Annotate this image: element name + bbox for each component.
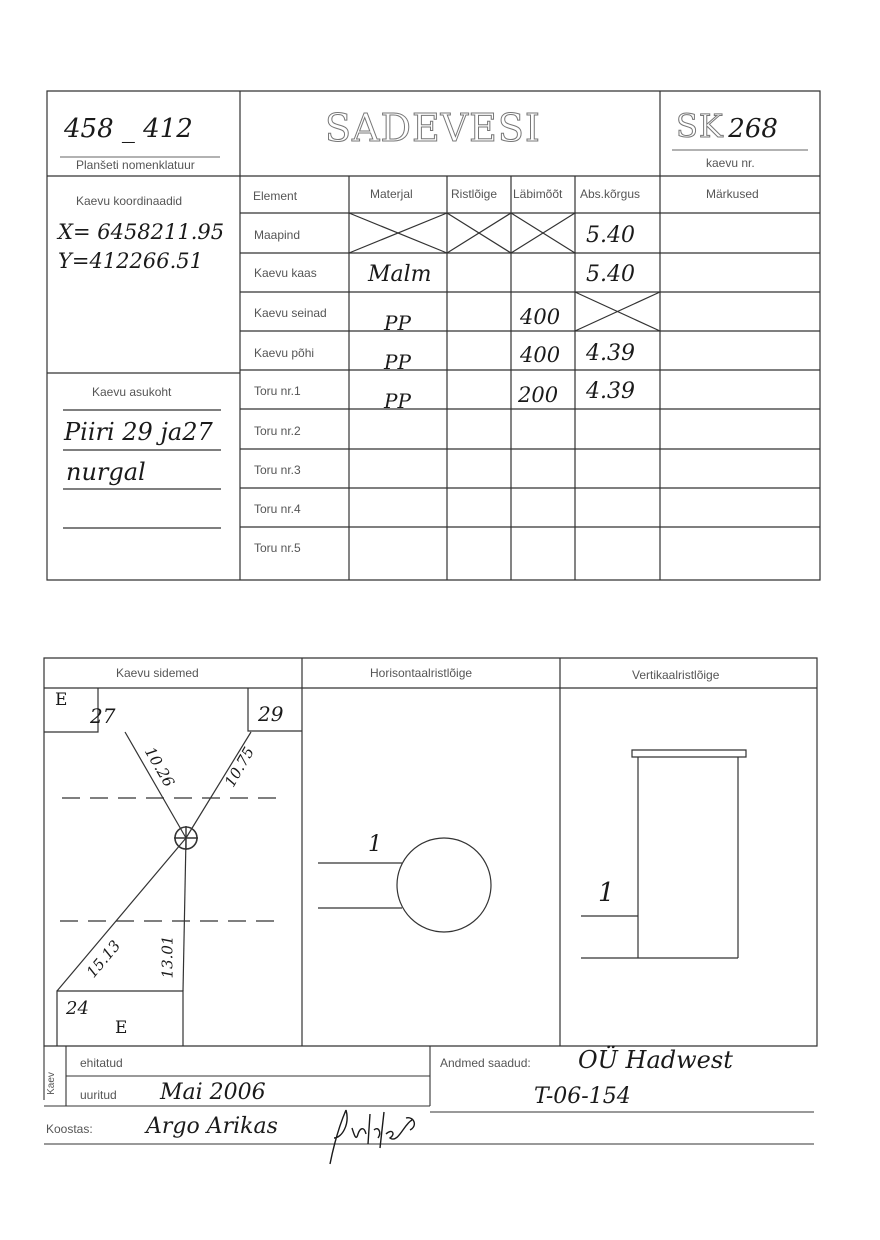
upper-form-grid <box>0 0 880 600</box>
col-header-section: Ristlõige <box>451 187 498 201</box>
cell-material: PP <box>384 389 411 413</box>
cell-material: Malm <box>368 262 432 287</box>
cell-height: 5.40 <box>586 262 635 287</box>
location-label: Kaevu asukoht <box>92 385 172 399</box>
corner-letter: E <box>115 1018 128 1038</box>
location-line-2: nurgal <box>66 458 146 486</box>
compiled-value: Argo Arikas <box>146 1114 278 1139</box>
page-title: SADEVESI <box>325 106 541 150</box>
well-side-label: Kaev <box>45 1072 57 1095</box>
well-prefix: SK <box>676 107 724 145</box>
cell-diameter: 200 <box>518 383 559 407</box>
well-number <box>676 107 778 145</box>
row-element: Toru nr.2 <box>254 424 301 438</box>
cell-material: PP <box>384 350 411 374</box>
row-element: Toru nr.3 <box>254 463 301 477</box>
distance-label: 10.75 <box>220 743 259 791</box>
compiled-label: Koostas: <box>46 1122 93 1136</box>
col-header-material: Materjal <box>370 187 413 201</box>
distance-label: 15.13 <box>82 936 125 982</box>
sketch-frame <box>0 640 880 1160</box>
row-element: Kaevu põhi <box>254 346 315 360</box>
location-line-1: Piiri 29 ja27 <box>64 418 213 446</box>
vertical-section-label: Vertikaalristlõige <box>632 668 720 682</box>
row-element: Toru nr.4 <box>254 502 301 516</box>
row-element: Toru nr.1 <box>254 384 301 398</box>
corner-number: 27 <box>90 704 116 728</box>
data-source-label: Andmed saadud: <box>440 1056 531 1070</box>
cell-material: PP <box>384 311 411 335</box>
distance-label: 13.01 <box>158 935 177 979</box>
coordinates-label: Kaevu koordinaadid <box>76 194 183 208</box>
pipe-label: 1 <box>598 878 615 908</box>
row-element: Kaevu seinad <box>254 306 327 320</box>
data-source-value: OÜ Hadwest <box>578 1046 733 1074</box>
surveyed-value: Mai 2006 <box>160 1080 266 1105</box>
data-source-value: T-06-154 <box>534 1084 631 1109</box>
row-element: Toru nr.5 <box>254 541 301 555</box>
corner-number: 24 <box>66 998 89 1019</box>
ties-label: Kaevu sidemed <box>116 666 199 680</box>
cell-height: 5.40 <box>586 223 635 248</box>
horizontal-section-label: Horisontaalristlõige <box>370 666 473 680</box>
pipe-label: 1 <box>368 832 382 857</box>
cell-diameter: 400 <box>520 305 561 329</box>
row-element: Kaevu kaas <box>254 266 317 280</box>
well-number-label: kaevu nr. <box>706 156 755 170</box>
corner-letter: E <box>55 690 68 710</box>
coordinate-x: X= 6458211.95 <box>58 220 225 244</box>
coordinate-y: Y=412266.51 <box>58 249 204 273</box>
corner-number: 29 <box>258 702 284 726</box>
signature <box>320 1104 430 1168</box>
sheet-nomenclature-value: 458 _ 412 <box>64 114 193 144</box>
col-header-diameter: Läbimõõt <box>513 187 563 201</box>
col-header-element: Element <box>253 189 298 203</box>
cell-height: 4.39 <box>586 341 635 366</box>
well-number-value: 268 <box>728 114 778 144</box>
row-element: Maapind <box>254 228 301 242</box>
cell-height: 4.39 <box>586 379 635 404</box>
col-header-notes: Märkused <box>706 187 759 201</box>
sheet-nomenclature-label: Planšeti nomenklatuur <box>76 158 195 172</box>
built-label: ehitatud <box>80 1056 123 1070</box>
surveyed-label: uuritud <box>80 1088 117 1102</box>
cell-diameter: 400 <box>520 343 561 367</box>
col-header-height: Abs.kõrgus <box>580 187 641 201</box>
distance-label: 10.26 <box>140 743 179 791</box>
